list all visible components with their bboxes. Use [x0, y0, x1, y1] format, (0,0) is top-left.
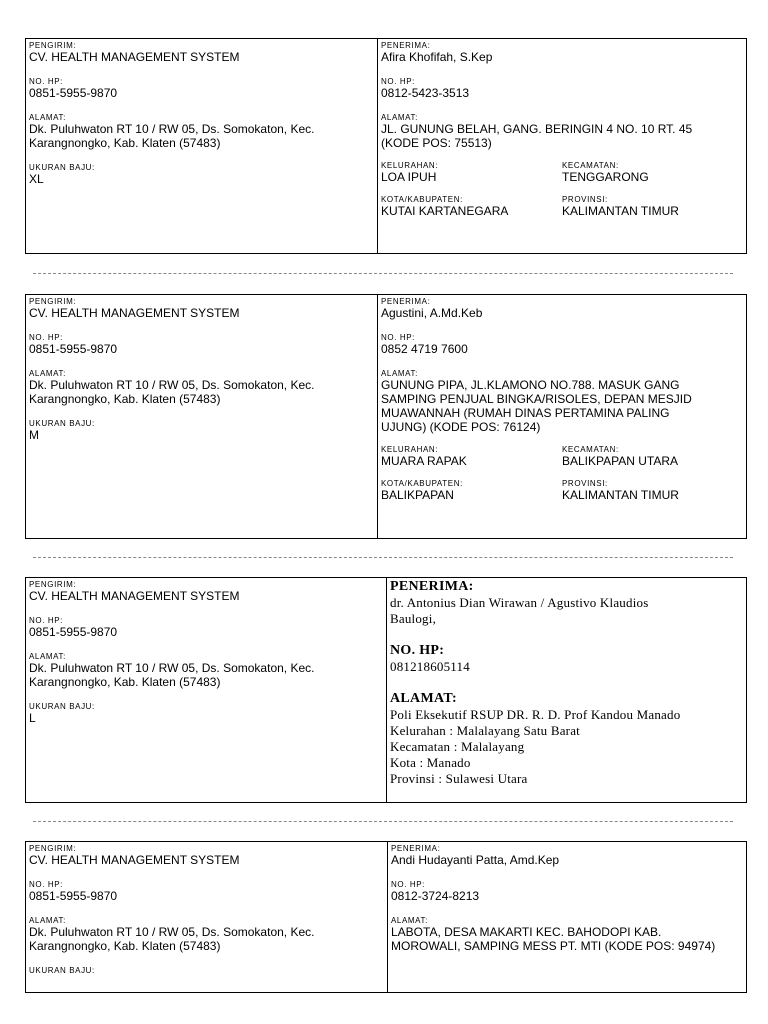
- receiver-hp: 0852 4719 7600: [381, 342, 468, 356]
- receiver-section: [378, 295, 746, 538]
- receiver-hp: 0812-3724-8213: [391, 889, 480, 903]
- sender-section: [26, 842, 388, 992]
- sender-alamat-label: ALAMAT:: [29, 916, 66, 925]
- receiver-hp-label: NO. HP:: [381, 333, 415, 342]
- receiver-kecamatan-line: Kecamatan : Malalayang: [390, 739, 525, 754]
- receiver-section: [388, 842, 746, 992]
- pengirim-label: PENGIRIM:: [29, 580, 77, 589]
- ukuran-baju-label: UKURAN BAJU:: [29, 163, 95, 172]
- receiver-alamat-label: ALAMAT:: [381, 113, 418, 122]
- receiver-name: Agustini, A.Md.Keb: [381, 306, 483, 320]
- cut-line: [33, 273, 733, 274]
- sender-alamat-line: Karangnongko, Kab. Klaten (57483): [29, 939, 221, 953]
- shipping-label-2: [25, 294, 747, 539]
- receiver-alamat-line: MOROWALI, SAMPING MESS PT. MTI (KODE POS: 94974): [391, 939, 716, 953]
- receiver-alamat-label: ALAMAT:: [381, 369, 418, 378]
- receiver-alamat-line: LABOTA, DESA MAKARTI KEC. BAHODOPI KAB.: [391, 925, 662, 939]
- sender-hp: 0851-5955-9870: [29, 889, 118, 903]
- sender-alamat-line: Dk. Puluhwaton RT 10 / RW 05, Ds. Somokaton, Kec.: [29, 925, 315, 939]
- receiver-kota-line: Kota : Manado: [390, 755, 471, 770]
- receiver-hp-label: NO. HP:: [381, 77, 415, 86]
- shipping-label-1: [25, 38, 747, 254]
- sender-hp-label: NO. HP:: [29, 77, 63, 86]
- ukuran-baju-value: L: [29, 711, 36, 725]
- receiver-hp-label: NO. HP:: [390, 643, 445, 658]
- receiver-alamat-line: Poli Eksekutif RSUP DR. R. D. Prof Kandou Manado: [390, 707, 681, 722]
- receiver-hp: 081218605114: [390, 659, 470, 674]
- shipping-label-3: [25, 577, 747, 803]
- penerima-label: PENERIMA:: [391, 844, 441, 853]
- sender-hp: 0851-5955-9870: [29, 86, 118, 100]
- penerima-label: PENERIMA:: [381, 41, 431, 50]
- sender-alamat-line: Karangnongko, Kab. Klaten (57483): [29, 675, 221, 689]
- sender-alamat-line: Dk. Puluhwaton RT 10 / RW 05, Ds. Somokaton, Kec.: [29, 122, 315, 136]
- kecamatan-value: TENGGARONG: [562, 170, 649, 184]
- receiver-alamat-line: (KODE POS: 75513): [381, 136, 492, 150]
- cut-line: [33, 557, 733, 558]
- sender-section: [26, 295, 378, 538]
- kota-provinsi-row: [381, 195, 743, 218]
- receiver-alamat-line: UJUNG) (KODE POS: 76124): [381, 420, 541, 434]
- receiver-hp: 0812-5423-3513: [381, 86, 470, 100]
- sender-section: [26, 578, 387, 802]
- receiver-section: [387, 578, 746, 802]
- provinsi-value: KALIMANTAN TIMUR: [562, 488, 679, 502]
- sender-hp-label: NO. HP:: [29, 616, 63, 625]
- receiver-section: [378, 39, 746, 253]
- sender-hp: 0851-5955-9870: [29, 342, 118, 356]
- ukuran-baju-value: M: [29, 428, 39, 442]
- sender-name: CV. HEALTH MANAGEMENT SYSTEM: [29, 853, 240, 867]
- receiver-name: Baulogi,: [390, 611, 437, 626]
- ukuran-baju-value: XL: [29, 172, 44, 186]
- kecamatan-value: BALIKPAPAN UTARA: [562, 454, 679, 468]
- pengirim-label: PENGIRIM:: [29, 844, 77, 853]
- sender-name: CV. HEALTH MANAGEMENT SYSTEM: [29, 50, 240, 64]
- sender-alamat-label: ALAMAT:: [29, 113, 66, 122]
- kelurahan-label: KELURAHAN:: [381, 161, 439, 170]
- shipping-label-4: [25, 841, 747, 993]
- receiver-provinsi-line: Provinsi : Sulawesi Utara: [390, 771, 528, 786]
- sender-alamat-line: Dk. Puluhwaton RT 10 / RW 05, Ds. Somokaton, Kec.: [29, 661, 315, 675]
- receiver-alamat-label: ALAMAT:: [390, 691, 457, 706]
- pengirim-label: PENGIRIM:: [29, 41, 77, 50]
- receiver-name: Afira Khofifah, S.Kep: [381, 50, 493, 64]
- kelurahan-kecamatan-row: [381, 161, 743, 184]
- ukuran-baju-label: UKURAN BAJU:: [29, 966, 95, 975]
- kota-label: KOTA/KABUPATEN:: [381, 195, 463, 204]
- kelurahan-label: KELURAHAN:: [381, 445, 439, 454]
- provinsi-label: PROVINSI:: [562, 195, 608, 204]
- kecamatan-label: KECAMATAN:: [562, 161, 619, 170]
- ukuran-baju-label: UKURAN BAJU:: [29, 419, 95, 428]
- kota-provinsi-row: [381, 479, 743, 502]
- receiver-name: dr. Antonius Dian Wirawan / Agustivo Klaudios: [390, 595, 649, 610]
- provinsi-label: PROVINSI:: [562, 479, 608, 488]
- sender-alamat-line: Karangnongko, Kab. Klaten (57483): [29, 392, 221, 406]
- kelurahan-kecamatan-row: [381, 445, 743, 468]
- ukuran-baju-label: UKURAN BAJU:: [29, 702, 95, 711]
- sender-hp-label: NO. HP:: [29, 880, 63, 889]
- receiver-alamat-line: SAMPING PENJUAL BINGKA/RISOLES, DEPAN MESJID: [381, 392, 692, 406]
- sender-name: CV. HEALTH MANAGEMENT SYSTEM: [29, 306, 240, 320]
- receiver-kelurahan-line: Kelurahan : Malalayang Satu Barat: [390, 723, 580, 738]
- sender-alamat-label: ALAMAT:: [29, 652, 66, 661]
- kota-label: KOTA/KABUPATEN:: [381, 479, 463, 488]
- sender-alamat-line: Karangnongko, Kab. Klaten (57483): [29, 136, 221, 150]
- cut-line: [33, 821, 733, 822]
- sender-hp-label: NO. HP:: [29, 333, 63, 342]
- provinsi-value: KALIMANTAN TIMUR: [562, 204, 679, 218]
- receiver-name: Andi Hudayanti Patta, Amd.Kep: [391, 853, 560, 867]
- kecamatan-label: KECAMATAN:: [562, 445, 619, 454]
- receiver-hp-label: NO. HP:: [391, 880, 425, 889]
- sender-hp: 0851-5955-9870: [29, 625, 118, 639]
- sender-alamat-line: Dk. Puluhwaton RT 10 / RW 05, Ds. Somokaton, Kec.: [29, 378, 315, 392]
- penerima-label: PENERIMA:: [381, 297, 431, 306]
- receiver-alamat-line: JL. GUNUNG BELAH, GANG. BERINGIN 4 NO. 10 RT. 45: [381, 122, 693, 136]
- sender-section: [26, 39, 378, 253]
- pengirim-label: PENGIRIM:: [29, 297, 77, 306]
- receiver-alamat-label: ALAMAT:: [391, 916, 428, 925]
- kelurahan-value: MUARA RAPAK: [381, 454, 467, 468]
- penerima-label: PENERIMA:: [390, 579, 474, 594]
- receiver-alamat-line: MUAWANNAH (RUMAH DINAS PERTAMINA PALING: [381, 406, 670, 420]
- sender-name: CV. HEALTH MANAGEMENT SYSTEM: [29, 589, 240, 603]
- kota-value: BALIKPAPAN: [381, 488, 454, 502]
- kelurahan-value: LOA IPUH: [381, 170, 437, 184]
- sender-alamat-label: ALAMAT:: [29, 369, 66, 378]
- receiver-alamat-line: GUNUNG PIPA, JL.KLAMONO NO.788. MASUK GANG: [381, 378, 680, 392]
- kota-value: KUTAI KARTANEGARA: [381, 204, 509, 218]
